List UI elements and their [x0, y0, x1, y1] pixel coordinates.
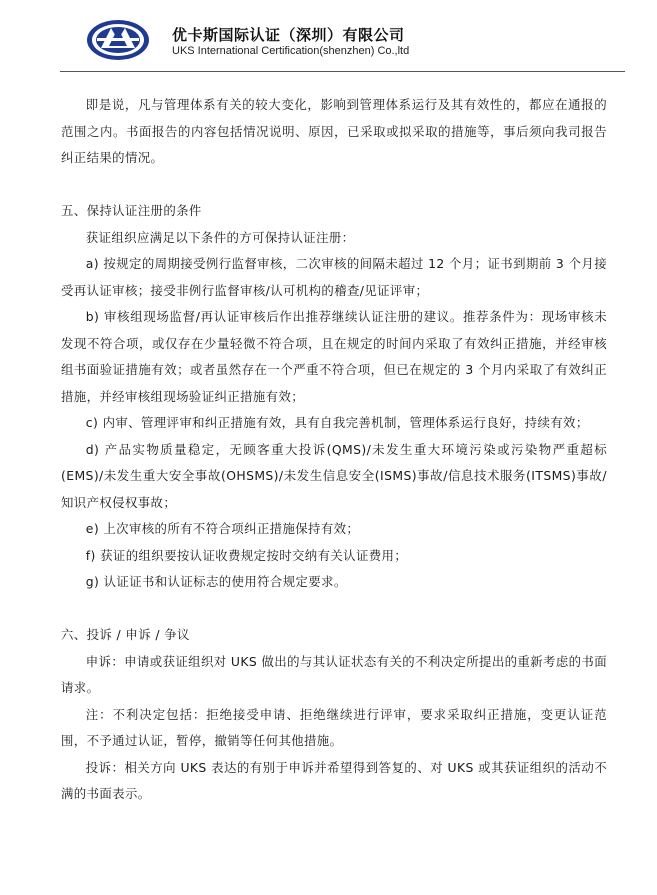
page-header	[0, 0, 657, 78]
uks-logo-icon	[85, 18, 151, 62]
intro-paragraph: 即是说，凡与管理体系有关的较大变化，影响到管理体系运行及其有效性的，都应在通报的范围之内。书面报告的内容包括情况说明、原因，已采取或拟采取的措施等，事后须向我司报告纠正结果的情况。	[61, 97, 607, 165]
section-5-lead: 获证组织应满足以下条件的方可保持认证注册：	[85, 229, 355, 245]
condition-item-c: c) 内审、管理评审和纠正措施有效，具有自我完善机制，管理体系运行良好，持续有效；	[85, 415, 589, 430]
condition-item-b: b) 审核组现场监督/再认证审核后作出推荐继续认证注册的建议。推荐条件为：现场审核未发现不符合项，或仅存在少量轻微不符合项，且在规定的时间内采取了有效纠正措施，并经审核组书面验证措施有效；或者虽然存在一个严重不符合项，但已在规定的 3 个月内采取了有效纠正措施，并经审核组现场验证纠正措施有效；	[61, 309, 607, 404]
section-5-heading: 五、保持认证注册的条件	[61, 203, 202, 218]
company-name-cn: 优卡斯国际认证（深圳）有限公司	[172, 26, 405, 44]
company-name-en: UKS International Certification(shenzhen) Co.,ltd	[172, 45, 410, 57]
condition-item-g: g) 认证证书和认证标志的使用符合规定要求。	[85, 574, 347, 589]
adverse-decision-note: 注：不利决定包括：拒绝接受申请、拒绝继续进行评审，要求采取纠正措施，变更认证范围，不予通过认证，暂停，撤销等任何其他措施。	[61, 706, 607, 748]
condition-item-d: d) 产品实物质量稳定，无顾客重大投诉(QMS)/未发生重大环境污染或污染物严重超标(EMS)/未发生重大安全事故(OHSMS)/未发生信息安全(ISMS)事故/信息技术服务(ITSMS)事故/知识产权侵权事故；	[61, 441, 607, 510]
header-divider	[60, 71, 625, 72]
condition-item-e: e) 上次审核的所有不符合项纠正措施保持有效；	[85, 521, 360, 536]
section-6-heading: 六、投诉 / 申诉 / 争议	[61, 627, 190, 642]
document-body	[61, 92, 607, 808]
complaint-definition: 投诉：相关方向 UKS 表达的有别于申诉并希望得到答复的、对 UKS 或其获证组织的活动不满的书面表示。	[61, 759, 607, 801]
condition-item-a: a) 按规定的周期接受例行监督审核，二次审核的间隔未超过 12 个月；证书到期前 3 个月接受再认证审核；接受非例行监督审核/认可机构的稽查/见证评审；	[61, 256, 607, 298]
appeal-definition: 申诉：申请或获证组织对 UKS 做出的与其认证状态有关的不利决定所提出的重新考虑的书面请求。	[61, 653, 607, 695]
condition-item-f: f) 获证的组织要按认证收费规定按时交纳有关认证费用；	[85, 547, 408, 563]
